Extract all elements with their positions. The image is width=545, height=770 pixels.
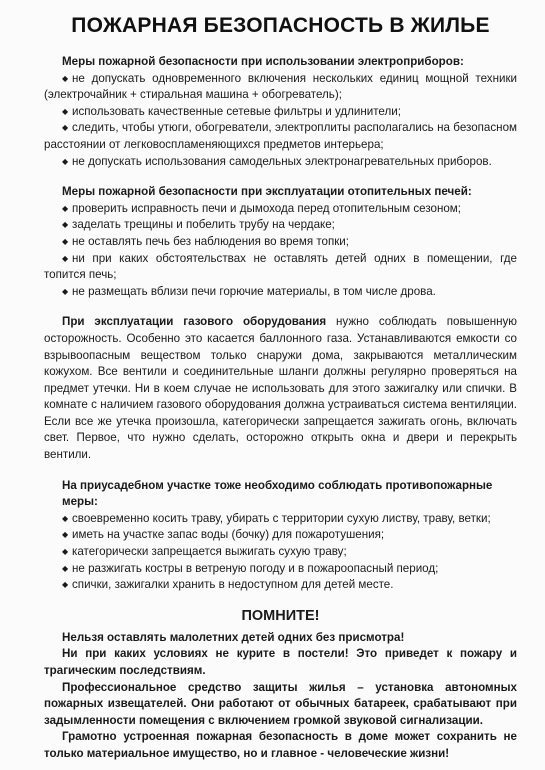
electro-list (44, 71, 517, 171)
list-item: ◆ не допускать одновременного включения нескольких единиц мощной техники (электрочайник + стиральная машина + обогреватель); (44, 71, 517, 102)
list-item: ◆ использовать качественные сетевые фильтры и удлинители; (44, 104, 517, 121)
remember-section (44, 608, 517, 763)
gas-text: нужно соблюдать повышенную осторожность. Особенно это касается баллонного газа. Устанавливаются емкости со взрывоопасным веществом только снаружи дома, закрываются металлическим кожухом. Все вентили и соединительные шланги должны регулярно проверяться на предмет утечки. Ни в коем случае не использовать для этого зажигалку или спички. В комнате с наличием газового оборудования должна устраиваться система вентиляции. Если все же утечка произошла, категорически запрещается зажигать огонь, включать свет. Первое, что нужно сделать, осторожно открыть окна и двери и перекрыть вентили. (44, 315, 517, 462)
stoves-heading: Меры пожарной безопасности при эксплуатации отопительных печей: (62, 185, 472, 199)
diamond-bullet-icon: ◆ (62, 123, 69, 133)
diamond-bullet-icon: ◆ (62, 220, 69, 230)
yard-heading: На приусадебном участке тоже необходимо соблюдать противопожарные меры: (62, 478, 493, 509)
list-item: ◆ не размещать вблизи печи горючие материалы, в том числе дрова. (44, 284, 517, 301)
gas-section (44, 314, 517, 463)
diamond-bullet-icon: ◆ (62, 253, 69, 263)
list-item: ◆ следить, чтобы утюги, обогреватели, электроплиты располагались на безопасном расстоянии от легковоспламеняющихся предметов интерьера; (44, 121, 517, 151)
list-item: ◆ спички, зажигалки хранить в недоступном для детей месте. (44, 577, 517, 594)
list-item: ◆ иметь на участке запас воды (бочку) для пожаротушения; (44, 527, 517, 544)
yard-list (44, 511, 517, 594)
stoves-list (44, 201, 517, 301)
diamond-bullet-icon: ◆ (62, 106, 69, 116)
list-item: ◆ не допускать использования самодельных электронагревательных приборов. (44, 154, 517, 171)
stoves-section (44, 184, 517, 300)
diamond-bullet-icon: ◆ (62, 547, 69, 557)
remember-title: ПОМНИТЕ! (241, 607, 320, 624)
list-item: ◆ своевременно косить траву, убирать с территории сухую листву, траву, ветки; (44, 511, 517, 528)
list-item: ◆ заделать трещины и побелить трубу на чердаке; (44, 217, 517, 234)
diamond-bullet-icon: ◆ (62, 530, 69, 540)
list-item: ◆ не разжигать костры в ветреную погоду и в пожароопасный период; (44, 561, 517, 578)
diamond-bullet-icon: ◆ (62, 580, 69, 590)
list-item: ◆ категорически запрещается выжигать сухую траву; (44, 544, 517, 561)
diamond-bullet-icon: ◆ (62, 563, 69, 573)
diamond-bullet-icon: ◆ (62, 236, 69, 246)
gas-paragraph (44, 314, 517, 463)
gas-lead: При эксплуатации газового оборудования (62, 315, 327, 329)
diamond-bullet-icon: ◆ (62, 203, 69, 213)
page-title: ПОЖАРНАЯ БЕЗОПАСНОСТЬ В ЖИЛЬЕ (71, 14, 490, 37)
list-item: ◆ не оставлять печь без наблюдения во время топки; (44, 234, 517, 251)
remember-line: Нельзя оставлять малолетних детей одних без присмотра! (62, 630, 405, 644)
remember-line: Ни при каких условиях не курите в постели! Это приведет к пожару и трагическим последствиям. (44, 647, 517, 677)
diamond-bullet-icon: ◆ (62, 513, 69, 523)
yard-section (44, 478, 517, 594)
diamond-bullet-icon: ◆ (62, 286, 69, 296)
electro-heading: Меры пожарной безопасности при использовании электроприборов: (62, 55, 464, 68)
list-item: ◆ ни при каких обстоятельствах не оставлять детей одних в помещении, где топится печь; (44, 251, 517, 282)
list-item: ◆ проверить исправность печи и дымохода перед отопительным сезоном; (44, 201, 517, 218)
remember-line: Профессиональное средство защиты жилья – установка автономных пожарных извещателей. Они работают от обычных батареек, срабатывают при задымленности помещения с включением громкой звуковой сигнализации. (44, 680, 517, 727)
diamond-bullet-icon: ◆ (62, 73, 69, 83)
diamond-bullet-icon: ◆ (62, 156, 69, 166)
remember-line: Грамотно устроенная пожарная безопасность в доме может сохранить не только материальное имущество, но и главное - человеческие жизни! (44, 730, 517, 760)
electro-section (44, 54, 517, 170)
